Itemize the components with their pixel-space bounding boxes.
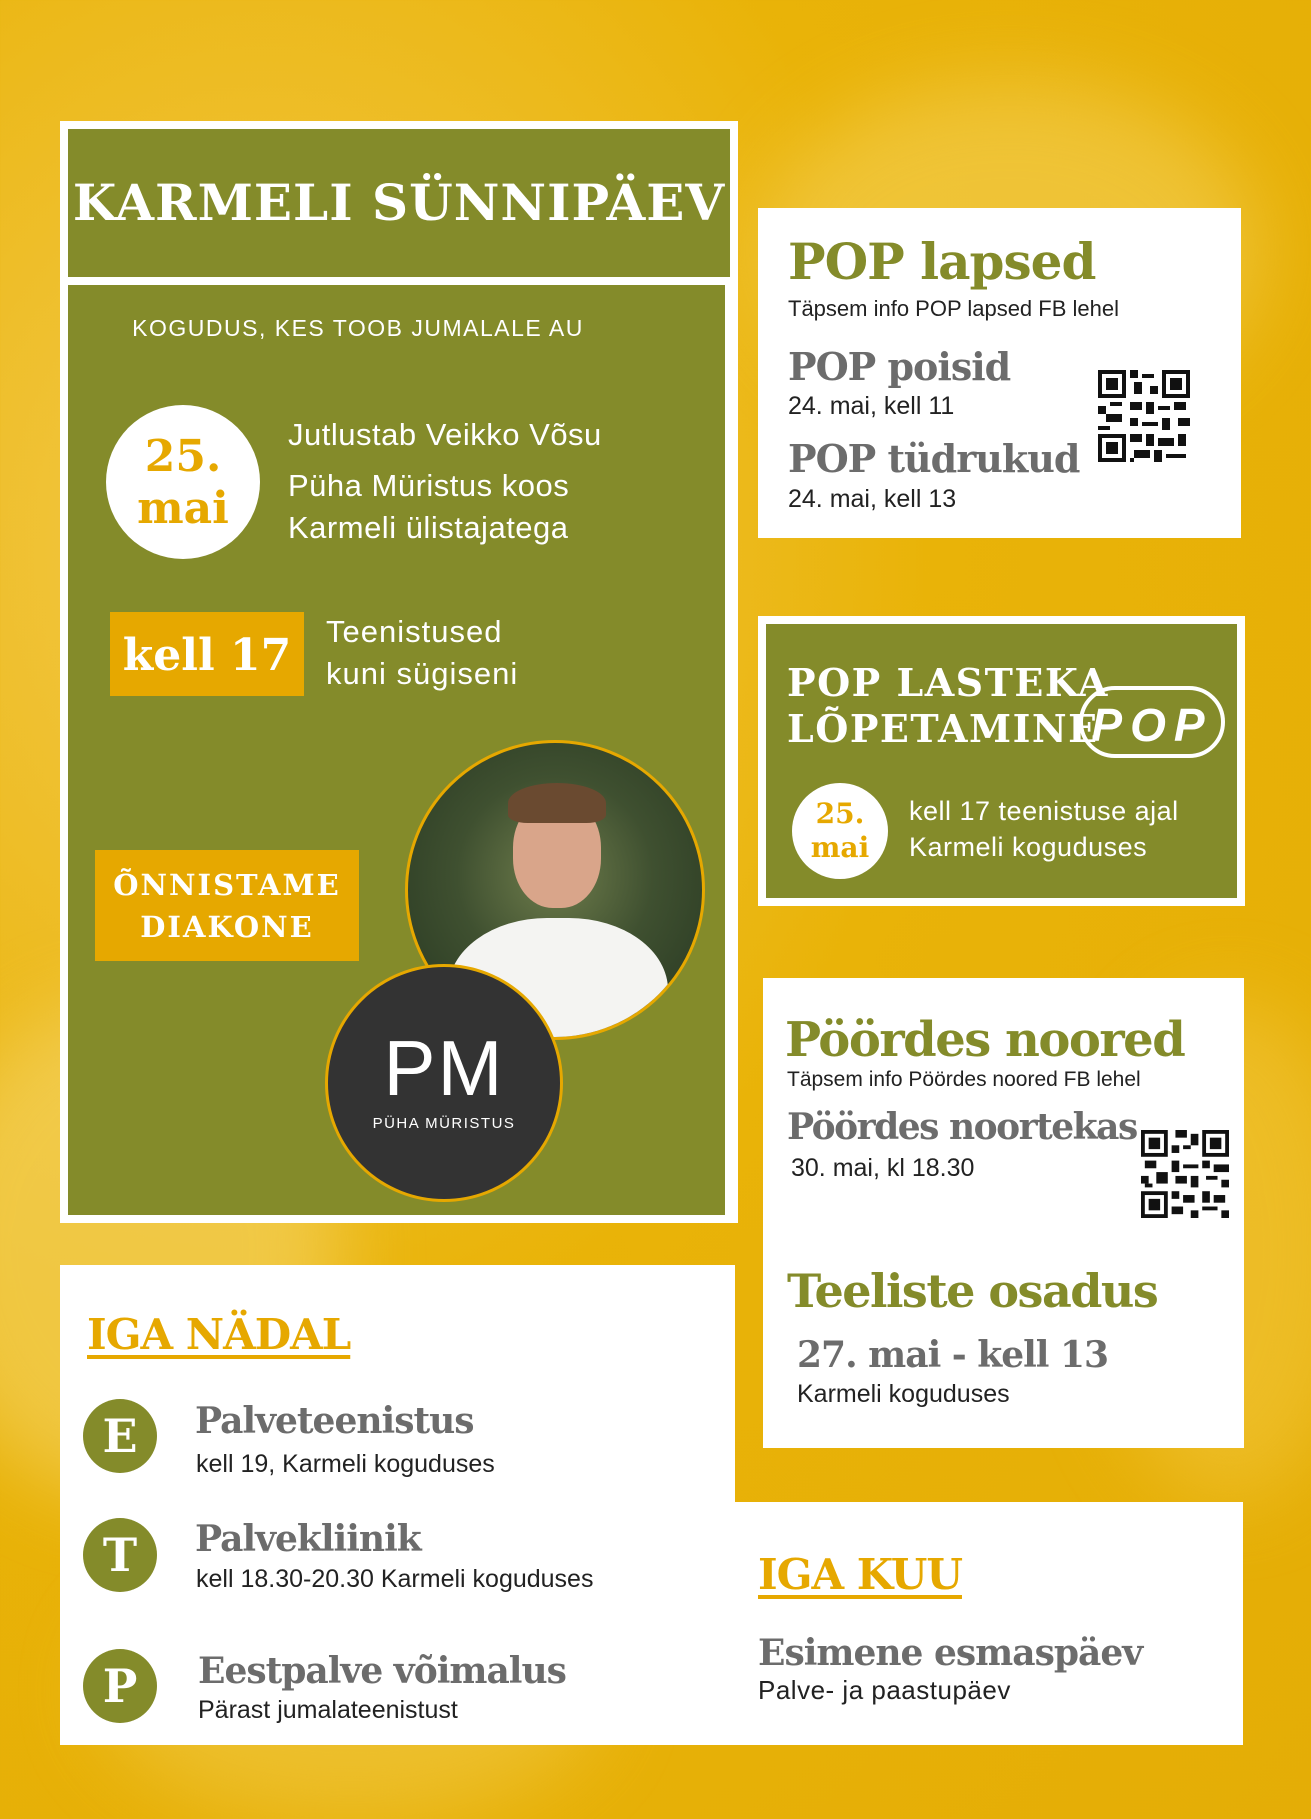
lasteka-date-day: 25. [815, 797, 865, 830]
noored-card [763, 978, 1244, 1448]
pop-lasteka-title-1: POP LASTEKA [787, 660, 1109, 705]
weekday-circle-e: E [83, 1399, 157, 1473]
monthly-card [730, 1502, 1243, 1745]
pop-lapsed-title: POP lapsed [788, 232, 1096, 291]
weekly-heading: IGA NÄDAL [87, 1310, 351, 1359]
pop-lapsed-card [758, 208, 1241, 538]
weekly-item-title: Eestpalve võimalus [198, 1650, 566, 1692]
noored-title: Pöördes noored [785, 1012, 1185, 1068]
bless-box [95, 850, 359, 961]
preacher-line: Jutlustab Veikko Võsu [288, 417, 602, 452]
weekday-circle-t: T [83, 1518, 157, 1592]
main-subtitle: KOGUDUS, KES TOOB JUMALALE AU [132, 315, 584, 341]
pop-lasteka-card [766, 624, 1237, 898]
qr-code-icon[interactable] [1141, 1130, 1229, 1218]
hair-shape [508, 783, 606, 823]
pop-lasteka-title-2: LÕPETAMINE [787, 706, 1099, 751]
bless-line-1: ÕNNISTAME [113, 868, 341, 902]
pop-logo [1079, 686, 1225, 758]
weekday-circle-p: P [83, 1649, 157, 1723]
lasteka-line-1: kell 17 teenistuse ajal [909, 796, 1179, 826]
noored-info: Täpsem info Pöördes noored FB lehel [787, 1068, 1141, 1091]
pm-logo-caption: PÜHA MÜRISTUS [372, 1115, 516, 1132]
monthly-heading: IGA KUU [758, 1550, 962, 1599]
worship-line: Püha Müristus koos [288, 468, 570, 503]
weekly-item-desc: Pärast jumalateenistust [198, 1696, 458, 1724]
weekly-item-title: Palvekliinik [195, 1518, 421, 1560]
fellowship-title: Teeliste osadus [787, 1264, 1158, 1318]
fellowship-place: Karmeli koguduses [797, 1380, 1010, 1408]
weekly-item-desc: kell 18.30-20.30 Karmeli koguduses [196, 1565, 594, 1593]
date-circle [106, 405, 260, 559]
pop-lasteka-frame [758, 616, 1245, 906]
worship-line-2: Karmeli ülistajatega [288, 510, 569, 545]
lasteka-date-month: mai [810, 831, 870, 864]
noortekas-time: 30. mai, kl 18.30 [791, 1154, 975, 1182]
time-box [110, 612, 304, 696]
weekly-item-desc: kell 19, Karmeli koguduses [196, 1450, 495, 1478]
pop-lapsed-info: Täpsem info POP lapsed FB lehel [788, 296, 1119, 321]
lasteka-date-circle [792, 783, 888, 879]
pop-logo-text: POP [1091, 699, 1213, 751]
weekly-item-title: Palveteenistus [195, 1400, 474, 1442]
date-month: mai [137, 483, 229, 534]
monthly-title: Esimene esmaspäev [758, 1632, 1143, 1674]
noortekas-title: Pöördes noortekas [787, 1106, 1137, 1148]
pop-girls-title: POP tüdrukud [788, 436, 1080, 481]
date-day: 25. [144, 431, 222, 482]
fellowship-time: 27. mai - kell 13 [797, 1334, 1109, 1376]
monthly-desc: Palve- ja paastupäev [758, 1675, 1011, 1705]
services-line-2: kuni sügiseni [326, 656, 519, 691]
pop-boys-time: 24. mai, kell 11 [788, 392, 955, 420]
qr-code-icon[interactable] [1098, 370, 1190, 462]
bless-line-2: DIAKONE [140, 910, 314, 944]
main-title-box [68, 129, 730, 277]
time-label: kell 17 [122, 630, 292, 681]
pop-boys-title: POP poisid [788, 344, 1011, 389]
pop-girls-time: 24. mai, kell 13 [788, 485, 957, 513]
pm-logo [325, 964, 563, 1202]
main-title: KARMELI SÜNNIPÄEV [72, 173, 726, 232]
pm-logo-letters: PM [383, 1024, 505, 1112]
lasteka-line-2: Karmeli koguduses [909, 832, 1148, 862]
services-line-1: Teenistused [326, 614, 503, 649]
